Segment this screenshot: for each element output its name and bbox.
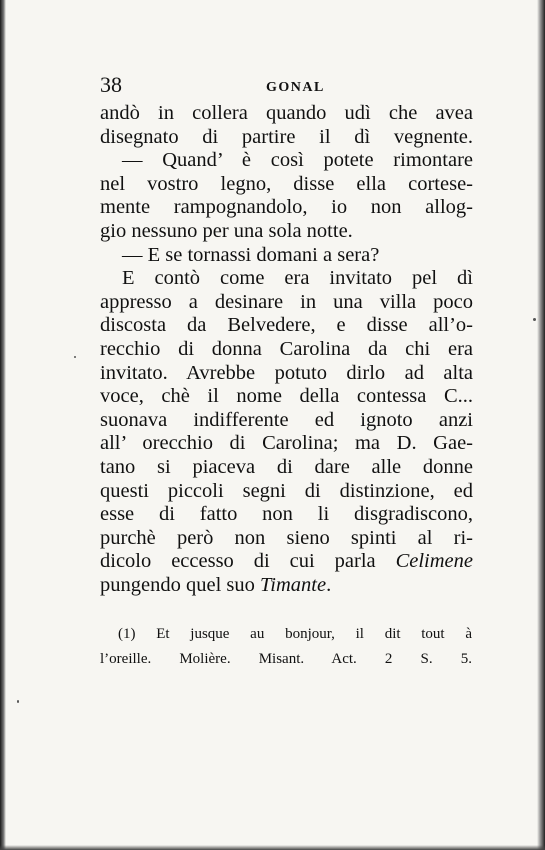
text-line (100, 196, 473, 220)
text-segment: gio nessuno per una sola notte. (100, 219, 353, 242)
text-segment: — E se tornassi domani a sera? (122, 243, 380, 266)
page-header (100, 72, 473, 100)
running-head: GONAL (266, 80, 325, 95)
text-segment: appresso a desinare in una villa poco (100, 290, 473, 313)
text-line (100, 480, 473, 504)
body-text (100, 102, 473, 597)
text-segment: mente rampognandolo, io non allog- (100, 196, 473, 219)
text-segment: invitato. Avrebbe potuto dirlo ad alta (100, 361, 473, 384)
text-segment: recchio di donna Carolina da chi era (100, 337, 473, 360)
text-line (100, 267, 473, 291)
text-line (100, 173, 473, 197)
text-line (100, 503, 473, 527)
text-line (100, 314, 473, 338)
text-segment: nel vostro legno, disse ella cortese- (100, 172, 473, 195)
ink-speck (17, 700, 19, 703)
text-segment: questi piccoli segni di distinzione, ed (100, 479, 473, 502)
ink-speck (74, 356, 76, 358)
text-line (100, 574, 473, 598)
text-segment: pungendo quel suo (100, 573, 260, 596)
text-line (100, 220, 473, 244)
text-segment: all’ orecchio di Carolina; ma D. Gae- (100, 432, 473, 455)
text-segment: discosta da Belvedere, e disse all’o- (100, 314, 473, 337)
text-line (100, 244, 473, 268)
footnote (100, 622, 472, 672)
text-segment: esse di fatto non li disgradiscono, (100, 503, 473, 526)
footnote-line: l’oreille. Molière. Misant. Act. 2 S. 5. (100, 651, 472, 667)
text-segment: andò in collera quando udì che avea (100, 102, 473, 124)
italic-name: Celimene (395, 550, 473, 573)
text-segment: disegnato di partire il dì vegnente. (100, 125, 473, 148)
text-segment: purchè però non sieno spinti al ri- (100, 526, 473, 549)
text-segment: . (326, 573, 332, 596)
text-line (100, 126, 473, 150)
text-line (100, 456, 473, 480)
text-segment: voce, chè il nome della contessa C... (100, 385, 473, 408)
text-segment: suonava indifferente ed ignoto anzi (100, 408, 473, 431)
footnote-line: (1) Et jusque au bonjour, il dit tout à (118, 626, 472, 642)
italic-name: Timante (260, 573, 327, 596)
text-segment: — Quand’ è così potete rimontare (122, 149, 473, 172)
text-line (100, 409, 473, 433)
page-left-edge (0, 0, 6, 850)
text-segment: dicolo eccesso di cui parla (100, 550, 396, 573)
page-right-edge (537, 0, 545, 850)
text-segment: tano si piaceva di dare alle donne (100, 455, 473, 478)
text-line (100, 338, 473, 362)
text-line (100, 291, 473, 315)
text-line (100, 385, 473, 409)
text-line (100, 550, 473, 574)
text-line (100, 149, 473, 173)
text-line (100, 527, 473, 551)
text-segment: E contò come era invitato pel dì (122, 267, 473, 290)
text-line (100, 102, 473, 126)
ink-speck (533, 318, 536, 321)
page-bottom-edge (0, 845, 545, 850)
text-line (100, 432, 473, 456)
text-line (100, 362, 473, 386)
page-number: 38 (100, 72, 122, 97)
